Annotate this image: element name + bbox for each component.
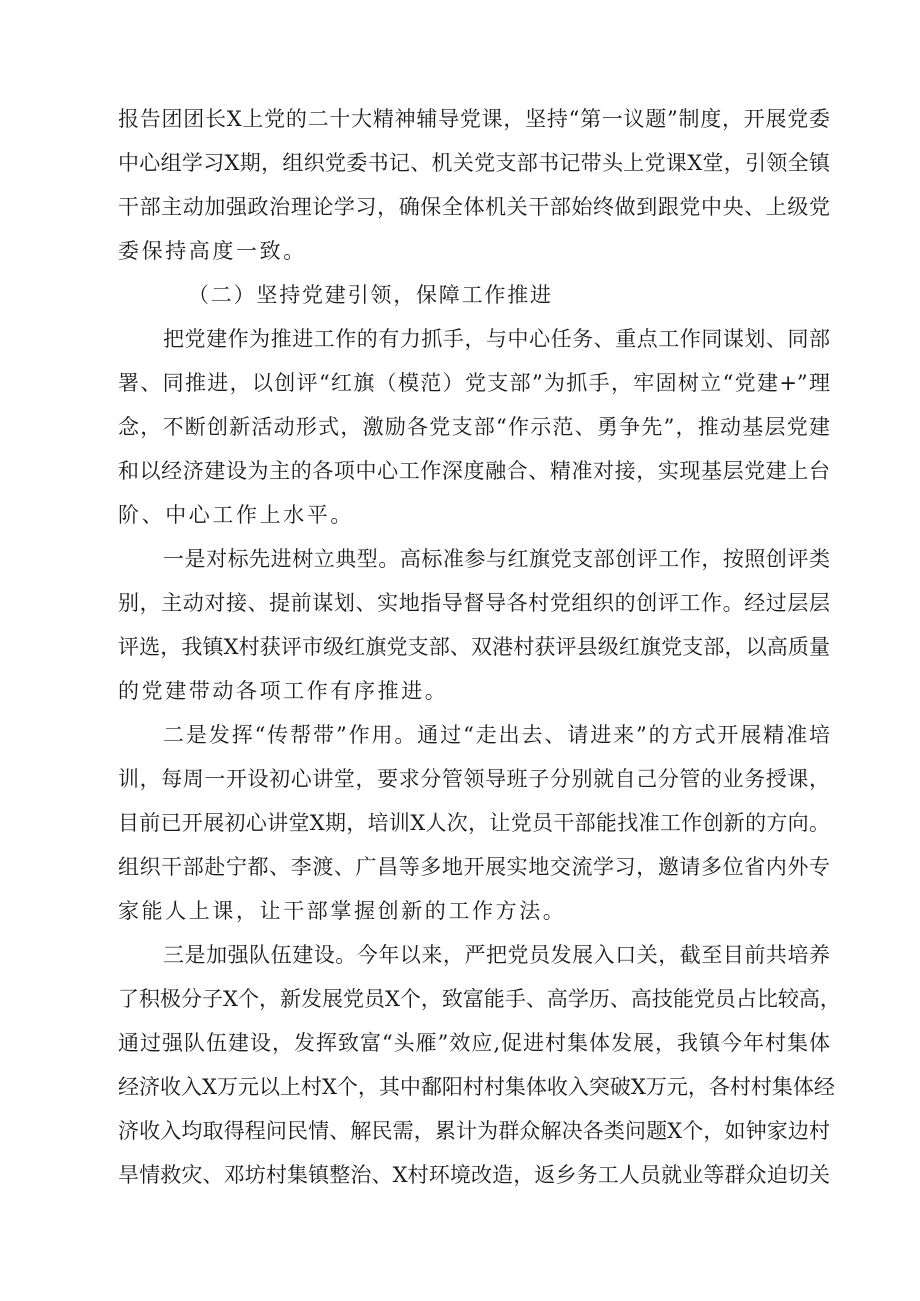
text-line: 训，每周一开设初心讲堂，要求分管领导班子分别就自己分管的业务授课， <box>118 767 830 791</box>
text-line: 干部主动加强政治理论学习，确保全体机关干部始终做到跟党中央、上级党 <box>118 195 830 219</box>
text-line: 三是加强队伍建设。今年以来，严把党员发展入口关，截至目前共培养 <box>163 943 830 967</box>
text-line: 中心组学习X期，组织党委书记、机关党支部书记带头上党课X堂，引领全镇 <box>118 151 830 175</box>
text-line: 署、同推进，以创评“红旗（模范）党支部”为抓手，牢固树立“党建+”理 <box>118 371 830 395</box>
text-line: 别，主动对接、提前谋划、实地指导督导各村党组织的创评工作。经过层层 <box>118 591 830 615</box>
text-line: 一是对标先进树立典型。高标准参与红旗党支部创评工作，按照创评类 <box>163 547 830 571</box>
text-line: 念，不断创新活动形式，激励各党支部“作示范、勇争先”，推动基层党建 <box>118 415 830 439</box>
text-line: 经济收入X万元以上村X个，其中鄱阳村村集体收入突破X万元，各村村集体经 <box>118 1075 835 1099</box>
text-line: 家能人上课，让干部掌握创新的工作方法。 <box>118 899 567 923</box>
text-line: 阶、中心工作上水平。 <box>118 503 354 527</box>
text-line: 了积极分子X个，新发展党员X个，致富能手、高学历、高技能党员占比较高， <box>118 987 841 1011</box>
text-line: 济收入均取得程问民情、解民需，累计为群众解决各类问题X个，如钟家边村 <box>118 1119 830 1143</box>
text-line: 二是发挥“传帮带”作用。通过“走出去、请进来”的方式开展精准培 <box>163 723 830 747</box>
section-heading: （二）坚持党建引领，保障工作推进 <box>188 283 553 307</box>
text-line: 的党建带动各项工作有序推进。 <box>118 679 449 703</box>
text-line: 报告团团长X上党的二十大精神辅导党课，坚持“第一议题”制度，开展党委 <box>118 107 830 131</box>
text-line: 和以经济建设为主的各项中心工作深度融合、精准对接，实现基层党建上台 <box>118 459 830 483</box>
text-line: 目前已开展初心讲堂X期，培训X人次，让党员干部能找准工作创新的方向。 <box>118 811 830 835</box>
text-line: 委保持高度一致。 <box>118 239 307 263</box>
text-line: 组织干部赴宁都、李渡、广昌等多地开展实地交流学习，邀请多位省内外专 <box>118 855 830 879</box>
text-line: 通过强队伍建设，发挥致富“头雁”效应,促进村集体发展，我镇今年村集体 <box>118 1031 830 1055</box>
text-line: 把党建作为推进工作的有力抓手，与中心任务、重点工作同谋划、同部 <box>163 327 830 351</box>
text-line: 评选，我镇X村获评市级红旗党支部、双港村获评县级红旗党支部，以高质量 <box>118 635 830 659</box>
text-line: 旱情救灾、邓坊村集镇整治、X村环境改造，返乡务工人员就业等群众迫切关 <box>118 1163 830 1187</box>
